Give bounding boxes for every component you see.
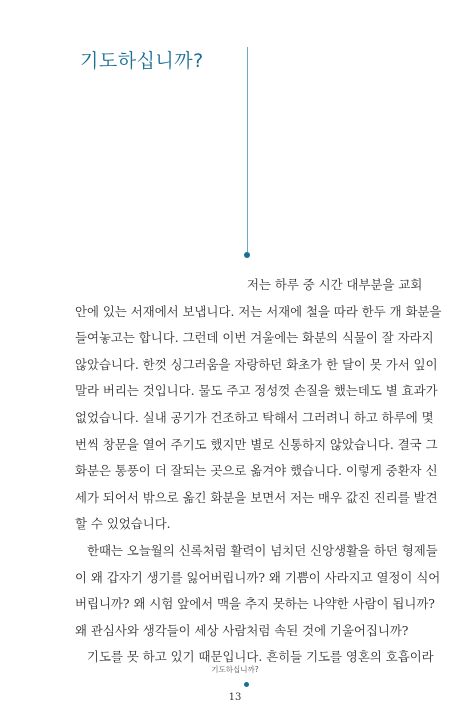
chapter-title: 기도하십니까?	[80, 50, 204, 72]
body-line: 없었습니다. 실내 공기가 건조하고 탁해서 그러려니 하고 하루에 몇	[75, 409, 434, 425]
title-divider-line	[247, 47, 248, 252]
body-line: 안에 있는 서재에서 보냅니다. 저는 서재에 철을 따라 한두 개 화분을	[75, 303, 442, 319]
page-number: 13	[228, 692, 242, 703]
divider-dot	[244, 252, 250, 258]
body-line: 한때는 오늘월의 신록처럼 활력이 넘치던 신앙생활을 하던 형제들	[87, 542, 438, 558]
body-line: 버립니까? 왜 시험 앞에서 맥을 추지 못하는 나약한 사람이 됩니까?	[75, 596, 435, 612]
body-line: 들여놓고는 합니다. 그런데 이번 겨울에는 화분의 식물이 잘 자라지	[75, 330, 434, 346]
body-line: 이 왜 갑자기 생기를 잃어버립니까? 왜 기쁨이 사라지고 열정이 식어	[75, 569, 441, 585]
body-line: 말라 버리는 것입니다. 물도 주고 정성껏 손질을 했는데도 별 효과가	[75, 383, 438, 399]
body-line: 왜 관심사와 생각들이 세상 사람처럼 속된 것에 기울어집니까?	[75, 622, 409, 638]
body-text	[75, 272, 442, 671]
body-line: 세가 되어서 밖으로 옮긴 화분을 보면서 저는 매우 값진 진리를 발견	[75, 489, 438, 505]
footer-dot	[244, 682, 249, 687]
body-line: 화분은 통풍이 더 잘되는 곳으로 옮겨야 했습니다. 이렇게 중환자 신	[75, 463, 438, 479]
running-footer-title: 기도하십니까?	[211, 665, 259, 674]
body-line: 기도를 못 하고 있기 때문입니다. 흔히들 기도를 영혼의 호흡이라	[87, 649, 434, 665]
body-line: 할 수 있었습니다.	[75, 516, 171, 532]
body-line: 번씩 창문을 열어 주기도 했지만 별로 신통하지 않았습니다. 결국 그	[75, 436, 438, 452]
body-line: 않았습니다. 한껏 싱그러움을 자랑하던 화초가 한 달이 못 가서 잎이	[75, 356, 438, 372]
body-line: 저는 하루 중 시간 대부분을 교회	[247, 277, 423, 292]
